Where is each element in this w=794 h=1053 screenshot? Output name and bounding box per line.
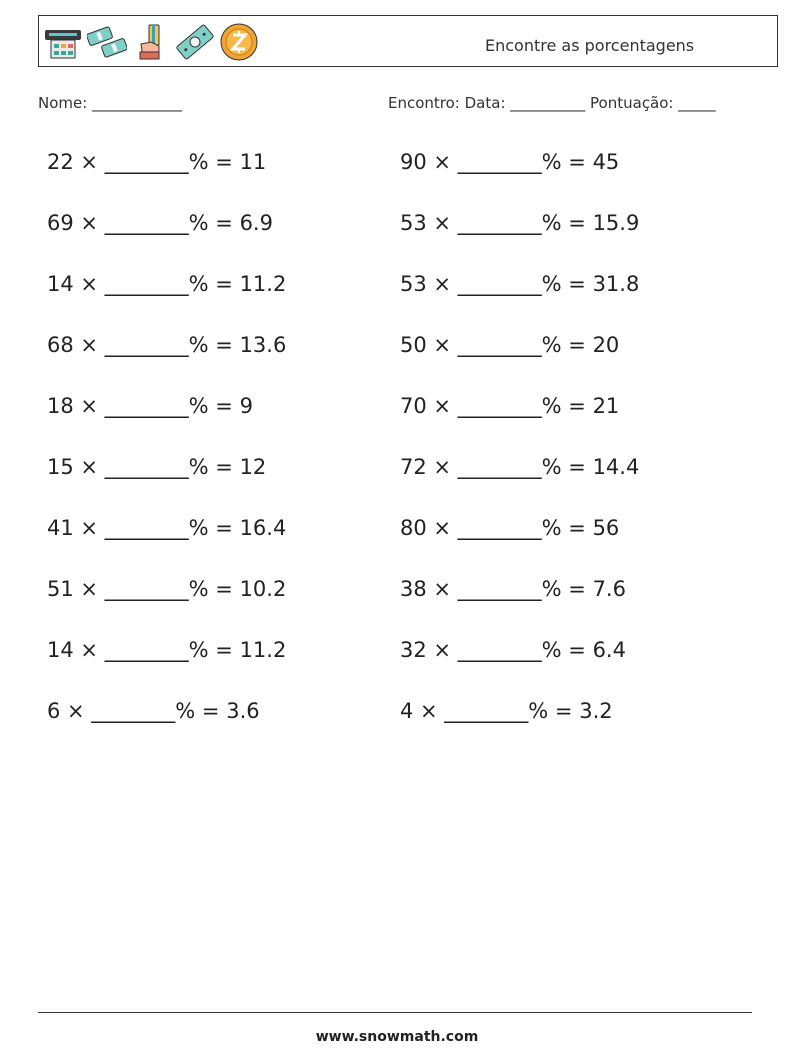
banknote-icon [175, 22, 215, 62]
problem-14: 80 × ________% = 56 [400, 516, 620, 540]
problem-10: 70 × ________% = 21 [400, 394, 620, 418]
cash-stack-icon [87, 22, 127, 62]
coin-icon [219, 22, 259, 62]
problem-3: 69 × ________% = 6.9 [47, 211, 273, 235]
problem-13: 41 × ________% = 16.4 [47, 516, 287, 540]
problem-15: 51 × ________% = 10.2 [47, 577, 287, 601]
problem-8: 50 × ________% = 20 [400, 333, 620, 357]
atm-icon [43, 22, 83, 62]
footer-url: www.snowmath.com [315, 1029, 479, 1045]
footer-divider [38, 1012, 752, 1013]
name-field-label: Nome: ____________ [38, 94, 183, 112]
date-score-label: Encontro: Data: __________ Pontuação: _____ [388, 94, 716, 112]
problem-2: 90 × ________% = 45 [400, 150, 620, 174]
problem-16: 38 × ________% = 7.6 [400, 577, 626, 601]
card-payment-icon [131, 22, 171, 62]
problem-6: 53 × ________% = 31.8 [400, 272, 640, 296]
problem-18: 32 × ________% = 6.4 [400, 638, 626, 662]
problem-7: 68 × ________% = 13.6 [47, 333, 287, 357]
problem-12: 72 × ________% = 14.4 [400, 455, 640, 479]
worksheet-title: Encontre as porcentagens [485, 36, 695, 55]
problem-20: 4 × ________% = 3.2 [400, 699, 613, 723]
worksheet-header [38, 15, 778, 67]
problem-11: 15 × ________% = 12 [47, 455, 267, 479]
problem-19: 6 × ________% = 3.6 [47, 699, 260, 723]
problem-4: 53 × ________% = 15.9 [400, 211, 640, 235]
problem-9: 18 × ________% = 9 [47, 394, 253, 418]
problem-17: 14 × ________% = 11.2 [47, 638, 287, 662]
header-icons [43, 22, 259, 62]
problem-5: 14 × ________% = 11.2 [47, 272, 287, 296]
problem-1: 22 × ________% = 11 [47, 150, 267, 174]
